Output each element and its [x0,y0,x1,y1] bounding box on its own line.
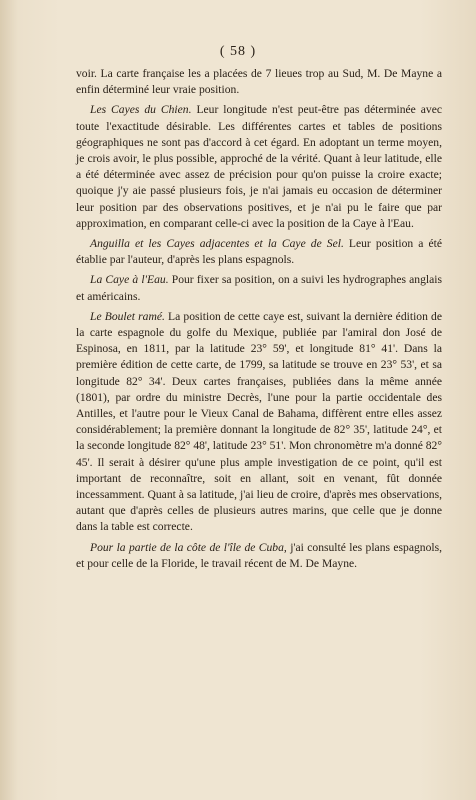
paragraph-text: voir. La carte française les a placées de 7 lieues trop au Sud, M. De Mayne a enfin déterminé leur vraie position. [76,67,442,97]
body-text [76,66,442,576]
paragraph-lead: Les Cayes du Chien. [90,103,192,117]
paragraph-continuation [76,66,442,98]
paragraph-boulet-rame [76,309,442,536]
paragraph-lead: Le Boulet ramé. [90,309,165,323]
paragraph-anguilla [76,236,442,268]
paragraph-lead: Pour la partie de la côte de l'île de Cuba, [90,540,287,554]
page-number: ( 58 ) [219,44,257,59]
paragraph-text: Leur longitude n'est peut-être pas déterminée avec toute l'exactitude désirable. Les différentes cartes et tables de positions géographiques ne sont pas d'accord à cet égard. En adoptant un terme moyen, je crois avoir, le plus possible, approché de la vérité. Quant à leur latitude, elle a été déterminée avec assez de précision pour qu'on puisse la croire exacte; quoique j'y aie passé plusieurs fois, je n'ai jamais eu occasion de déterminer leur position par des observations positives, et je n'ai pu le faire que par approximation, en comparant celle-ci avec la position de la Caye à l'Eau. [76,103,442,230]
paragraph-text: Leur position a été établie par l'auteur, d'après les plans espagnols. [76,237,442,267]
paragraph-lead: Anguilla et les Cayes adjacentes et la Caye de Sel. [90,237,344,251]
paragraph-text: j'ai consulté les plans espagnols, et pour celle de la Floride, le travail récent de M. De Mayne. [76,540,443,570]
paragraph-text: Pour fixer sa position, on a suivi les hydrographes anglais et américains. [76,273,442,303]
paragraph-cuba [76,540,442,572]
paragraph-caye-a-leau [76,272,442,304]
paragraph-lead: La Caye à l'Eau. [90,273,169,287]
paragraph-cayes-du-chien [76,102,442,232]
paragraph-text: La position de cette caye est, suivant la dernière édition de la carte espagnole du golfe du Mexique, publiée par l'amiral don José de Espinosa, en 1811, par la latitude 23° 59', et longitude 81° 41'. Dans la première édition de cette carte, de 1799, sa latitude se trouve en 23° 53', et sa longitude 82° 34'. Deux cartes françaises, publiées dans la même année (1801), par ordre du ministre Decrès, l'une pour la partie occidentale des Antilles, et l'autre pour le Vieux Canal de Bahama, diffèrent entre elles assez considérablement; la première donnant la longitude de 82° 35', latitude 24°, et la seconde longitude 82° 48', latitude 23° 51'. Mon chronomètre m'a donné 82° 45'. Il serait à désirer qu'une plus ample investigation de ce point, qu'il est important de reconnaître, soit en allant, soit en venant, fût donnée incessamment. Quant à sa latitude, j'ai lieu de croire, d'après mes observations, autant que d'après celles de plusieurs autres marins, que celle que je donne dans la table est correcte. [76,309,442,534]
